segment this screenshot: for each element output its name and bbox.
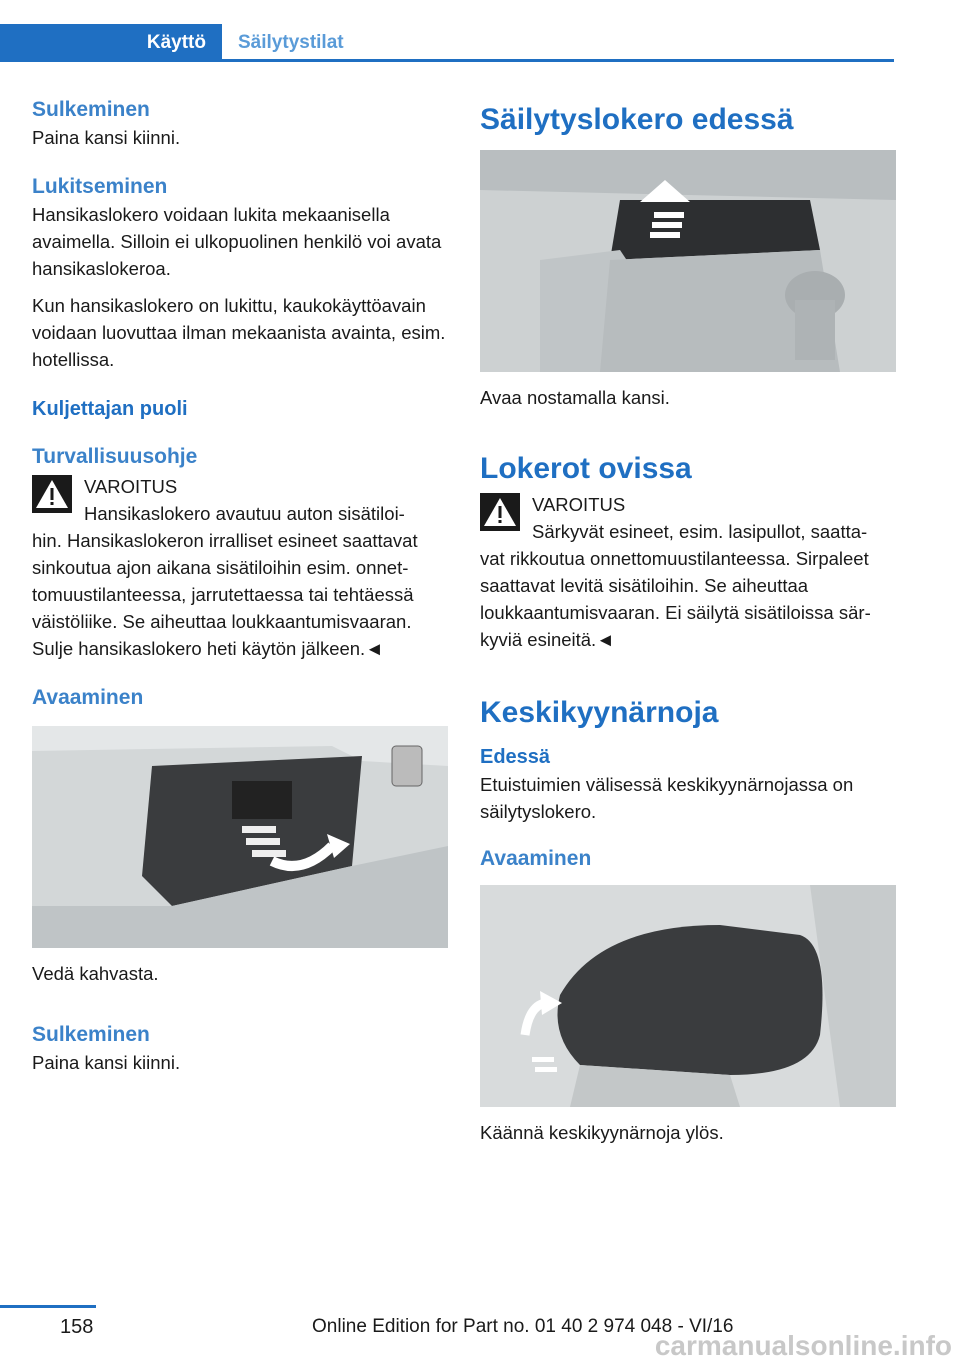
warning-icon [480, 493, 520, 531]
warning-text-rest: hin. Hansikaslokeron irralliset esineet saattavat sinkoutua ajon aikana sisätiloihin esim. onnettomuustilanteessa, jarrutettaessa tai tehtäessä väistöliike. Se aiheuttaa loukkaantumisvaaran. Sulje hansikaslokero heti käytön jälkeen.◄ [32, 530, 418, 659]
page-number: 158 [60, 1316, 94, 1338]
edition-text: Online Edition for Part no. 01 40 2 974 048 - VI/16 [312, 1316, 734, 1337]
subheading-edessa: Edessä [480, 746, 551, 768]
paragraph: Etuistuimien välisessä keskikyynärnojassa on säilytyslokero. [480, 774, 854, 822]
footer-line [0, 1305, 96, 1308]
section-heading-kuljettajan-puoli: Kuljettajan puoli [32, 398, 188, 420]
image-caption: Avaa nostamalla kansi. [480, 387, 670, 408]
paragraph: Hansikaslokero voidaan lukita mekaanisella avaimella. Silloin ei ulkopuolinen henkilö voi avata hansikaslokeroa. [32, 204, 442, 279]
watermark: carmanualsonline.info [654, 1330, 952, 1361]
tab-kaytto[interactable]: Käyttö [0, 24, 222, 62]
right-column [480, 100, 896, 1146]
warning-box [480, 491, 896, 653]
glovebox-image [32, 726, 448, 948]
paragraph: Kun hansikaslokero on lukittu, kaukokäyttöavain voidaan luovuttaa ilman mekaanista avainta, esim. hotellissa. [32, 295, 446, 370]
warning-text-first-line: Hansikaslokero avautuu auton sisätiloi- [84, 503, 405, 524]
armrest-image [480, 885, 896, 1107]
heading-lokerot-ovissa: Lokerot ovissa [480, 452, 692, 485]
header-tabs [0, 24, 894, 62]
section-heading-avaaminen: Avaaminen [32, 686, 144, 709]
image-caption: Vedä kahvasta. [32, 963, 159, 984]
front-storage-illustration [480, 150, 896, 372]
warning-text-first-line: Särkyvät esineet, esim. lasipullot, saatta- [532, 521, 868, 542]
left-column [32, 96, 448, 1076]
image-caption: Käännä keskikyynärnoja ylös. [480, 1122, 724, 1143]
warning-icon [32, 475, 72, 513]
section-heading-avaaminen-right: Avaaminen [480, 847, 592, 870]
section-heading-sulkeminen: Sulkeminen [32, 98, 150, 121]
glovebox-illustration [32, 726, 448, 948]
paragraph: Paina kansi kiinni. [32, 1052, 181, 1073]
warning-box [32, 473, 448, 662]
warning-text [480, 518, 896, 653]
tab-sailytystilat[interactable]: Säilytystilat [238, 32, 344, 53]
section-heading-lukitseminen: Lukitseminen [32, 175, 168, 198]
header-underline [222, 59, 894, 62]
heading-keskikyynarnoja: Keskikyynärnoja [480, 696, 719, 729]
warning-text [32, 500, 448, 662]
warning-title: VAROITUS [84, 476, 178, 497]
heading-sailytyslokero-edessa: Säilytyslokero edessä [480, 103, 794, 136]
front-storage-image [480, 150, 896, 372]
warning-title: VAROITUS [532, 494, 626, 515]
section-heading-turvallisuusohje: Turvallisuusohje [32, 445, 198, 468]
armrest-illustration [480, 885, 896, 1107]
warning-text-rest: vat rikkoutua onnettomuustilanteessa. Sirpaleet saattavat levitä sisätiloihin. Se aiheuttaa loukkaantumisvaaran. Ei säilytä sisätiloissa särkyviä esineitä.◄ [480, 548, 871, 650]
section-heading-sulkeminen-2: Sulkeminen [32, 1023, 150, 1046]
paragraph: Paina kansi kiinni. [32, 127, 181, 148]
